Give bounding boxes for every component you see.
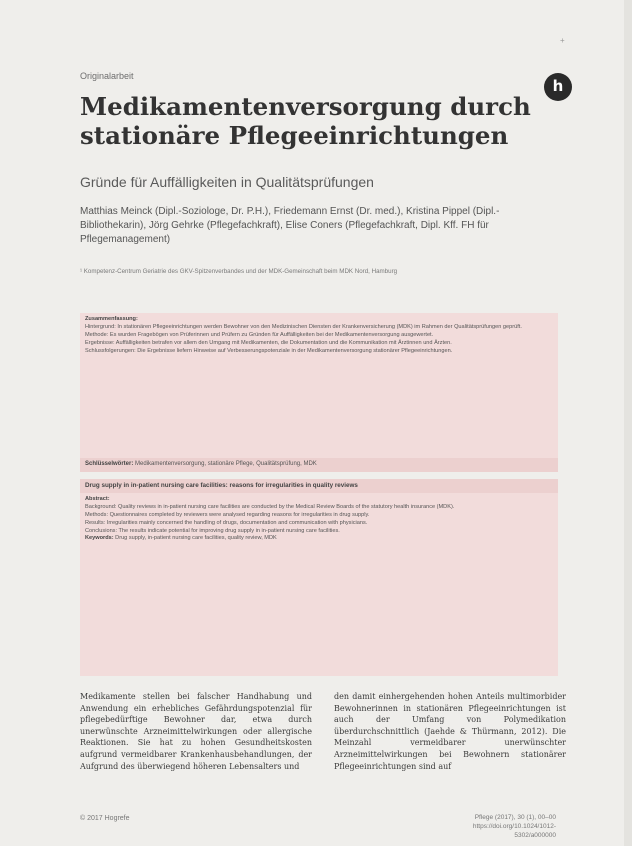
abstract-paragraph: Methods: Questionnaires completed by reviewers were analysed regarding reasons for irregularities in drug supply. [85, 511, 370, 518]
copyright-footer: © 2017 Hogrefe [80, 815, 130, 822]
article-title: Medikamentenversorgung durch stationäre Pflegeeinrichtungen [80, 92, 531, 150]
publisher-logo-icon: h [544, 73, 572, 101]
author-list: Matthias Meinck (Dipl.-Soziologe, Dr. P.H.), Friedemann Ernst (Dr. med.), Kristina Pippel (Dipl.-Bibliothekarin), Jörg Gehrke (Pflegefachkraft), Elise Coners (Pflegefachkraft, Dipl. Kff. FH für Pflegemanagement) [80, 206, 500, 245]
registration-mark: + [560, 36, 565, 45]
citation-footer [444, 813, 556, 840]
page-edge [624, 0, 632, 846]
keywords-text: Drug supply, in-patient nursing care facilities, quality review, MDK [115, 535, 277, 542]
keywords-label: Keywords: [85, 535, 114, 542]
abstract-paragraph: Ergebnisse: Auffälligkeiten betrafen vor allem den Umgang mit Medikamenten, die Dokumentation und die Kommunikation mit Ärztinnen und Ärzten. [85, 339, 452, 346]
abstract-heading: Abstract: [85, 495, 110, 502]
affiliation: ¹ Kompetenz-Centrum Geriatrie des GKV-Spitzenverbandes und der MDK-Gemeinschaft beim MDK Nord, Hamburg [80, 268, 398, 275]
abstract-paragraph: Background: Quality reviews in in-patient nursing care facilities are conducted by the Medical Review Boards of the statutory health insurance (MDK). [85, 503, 455, 510]
article-kind: Originalarbeit [80, 71, 134, 81]
abstract-german [80, 313, 558, 472]
keywords-row [85, 535, 553, 543]
abstract-paragraph: Conclusions: The results indicate potential for improving drug supply in in-patient nursing care facilities. [85, 527, 340, 534]
article-subtitle: Gründe für Auffälligkeiten in Qualitätsprüfungen [80, 174, 374, 190]
keywords-row [80, 458, 558, 472]
abstract-heading: Zusammenfassung: [85, 316, 138, 322]
abstract-paragraph: Hintergrund: In stationären Pflegeeinrichtungen werden Bewohner von den Medizinischen Diensten der Krankenversicherung (MDK) im Rahmen der Qualitätsprüfungen geprüft. [85, 323, 522, 330]
body-column-left: Medikamente stellen bei falscher Handhabung und Anwendung ein erhebliches Gefährdungspotenzial für pflegebedürftige Bewohner dar, etwa durch unerwünschte Arzneimittelwirkungen oder allergische Reaktionen. Sie hat zu hohen Gesundheitskosten aufgrund vermeidbarer Krankenhausbehandlungen, der Aufgrund des überwiegend höheren Lebensalters und [80, 692, 312, 771]
abstract-paragraph: Results: Irregularities mainly concerned the handling of drugs, documentation and communication with physicians. [85, 519, 368, 526]
journal-citation: Pflege (2017), 30 (1), 00–00 [474, 814, 556, 821]
doi-link[interactable]: https://doi.org/10.1024/1012-5302/a000000 [472, 823, 556, 839]
keywords-label: Schlüsselwörter: [85, 461, 134, 467]
keywords-text: Medikamentenversorgung, stationäre Pflege, Qualitätsprüfung, MDK [135, 461, 317, 467]
abstract-english [80, 479, 558, 676]
abstract-paragraph: Schlussfolgerungen: Die Ergebnisse liefern Hinweise auf Verbesserungspotenziale in der Medikamentenversorgung stationärer Pflegeeinrichtungen. [85, 347, 453, 354]
abstract-paragraph: Methode: Es wurden Fragebögen von Prüferinnen und Prüfern zu Gründen für Auffälligkeiten bei der Medikamentenversorgung ausgewertet. [85, 331, 434, 338]
body-column-right: den damit einhergehenden hohen Anteils multimorbider Bewohnerinnen in stationären Pflegeeinrichtungen ist auch der Umfang von Polymedikation überdurchschnittlich (Jaehde & Thürmann, 2012). Die Meinzahl vermeidbarer unerwünschter Arzneimittelwirkungen bei Bewohnern stationärer Pflegeeinrichtungen sind auf [334, 692, 566, 771]
abstract-en-title: Drug supply in in-patient nursing care facilities: reasons for irregularities in quality reviews [80, 479, 558, 493]
